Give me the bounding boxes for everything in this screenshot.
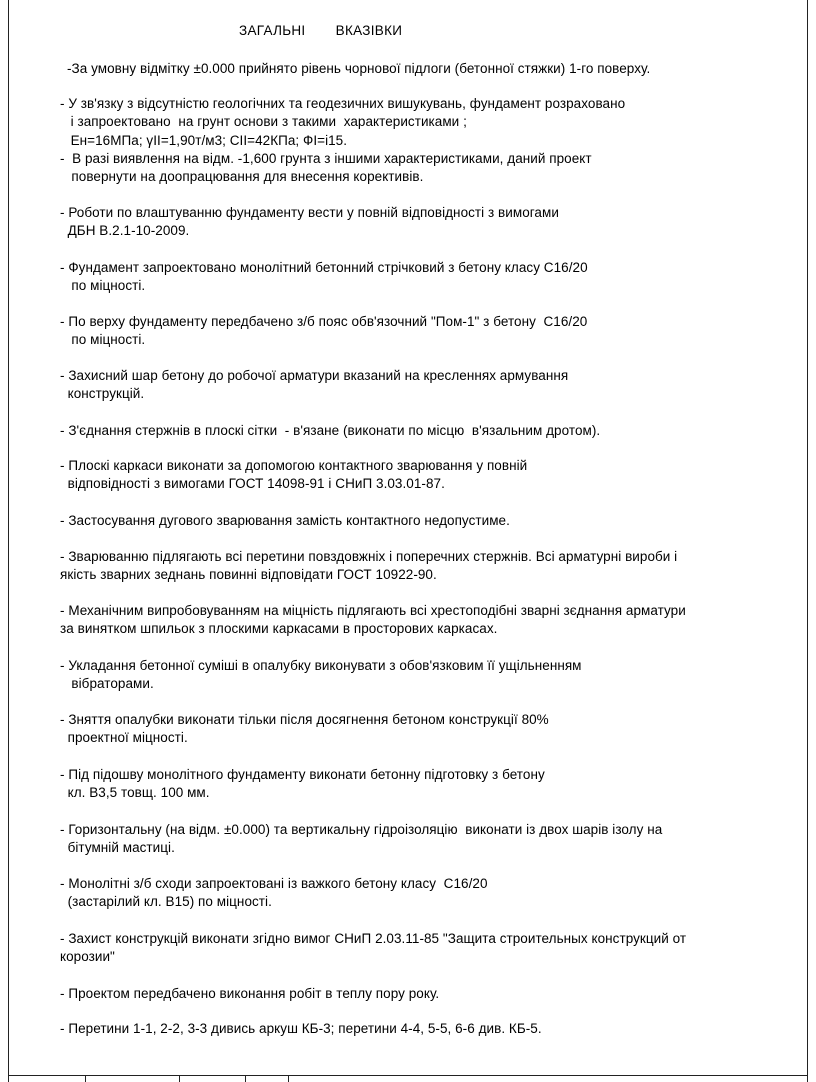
note-line: корозии" (60, 949, 115, 964)
note-line: - Монолітні з/б сходи запроектовані із важкого бетону класу С16/20 (60, 876, 488, 891)
note-line: - Під підошву монолітного фундаменту виконати бетонну підготовку з бетону (60, 767, 545, 782)
note-line: - Зварюванню підлягають всі перетини повздовжніх і поперечних стержнів. Всі арматурні вироби і (60, 549, 678, 564)
note-line: - Перетини 1-1, 2-2, 3-3 дивись аркуш КБ-3; перетини 4-4, 5-5, 6-6 див. КБ-5. (60, 1021, 542, 1036)
note-line: по міцності. (60, 332, 146, 347)
note-line: по міцності. (60, 278, 146, 293)
note-line: - Роботи по влаштуванню фундаменту вести у повній відповідності з вимогами (60, 205, 559, 220)
note-line: - З'єднання стержнів в плоскі сітки - в'язане (виконати по місцю в'язальним дротом). (60, 423, 601, 438)
title-block-divider (288, 1075, 289, 1082)
note-line: за винятком шпильок з плоскими каркасами в просторових каркасах. (60, 621, 498, 636)
frame-bottom-border (8, 1075, 808, 1076)
note-line: кл. В3,5 товщ. 100 мм. (60, 785, 210, 800)
note-line: -За умовну відмітку ±0.000 прийнято рівень чорнової підлоги (бетонної стяжки) 1-го поверху. (67, 61, 651, 76)
page-title: ЗАГАЛЬНІ ВКАЗІВКИ (239, 23, 403, 38)
note-line: - Укладання бетонної суміші в опалубку виконувати з обов'язковим її ущільненням (60, 658, 582, 673)
note-line: - По верху фундаменту передбачено з/б пояс обв'язочний "Пом-1" з бетону С16/20 (60, 314, 588, 329)
note-line: - Зняття опалубки виконати тільки після досягнення бетоном конструкції 80% (60, 712, 549, 727)
title-block-divider (179, 1075, 180, 1082)
note-line: - Захисний шар бетону до робочої арматури вказаний на кресленнях армування (60, 368, 569, 383)
note-line: - Застосування дугового зварювання замість контактного недопустиме. (60, 513, 510, 528)
note-line: і запроектовано на грунт основи з такими характеристиками ; (63, 114, 467, 129)
note-line: - Механічним випробовуванням на міцність підлягають всі хрестоподібні зварні зєднання арматури (60, 603, 686, 618)
note-line: - В разі виявлення на відм. -1,600 грунта з іншими характеристиками, даний проект (60, 151, 592, 166)
frame-left-border (8, 0, 9, 1082)
note-line: ДБН В.2.1-10-2009. (60, 223, 190, 238)
title-block-divider (245, 1075, 246, 1082)
note-line: - Плоскі каркаси виконати за допомогою контактного зварювання у повній (60, 458, 528, 473)
note-line: вібраторами. (60, 676, 154, 691)
note-line: повернути на доопрацювання для внесення корективів. (60, 169, 424, 184)
note-line: (застарілий кл. В15) по міцності. (60, 894, 272, 909)
note-line: - Горизонтальну (на відм. ±0.000) та вертикальну гідроізоляцію виконати із двох шарів ізолу на (60, 822, 663, 837)
note-line: - Захист конструкцій виконати згідно вимог СНиП 2.03.11-85 "Защита строительных конструкций от (60, 931, 687, 946)
note-line: відповідності з вимогами ГОСТ 14098-91 і СНиП 3.03.01-87. (60, 476, 445, 491)
note-line: - Проектом передбачено виконання робіт в теплу пору року. (60, 986, 440, 1001)
note-line: конструкцій. (60, 386, 145, 401)
note-line: бітумній мастиці. (60, 840, 175, 855)
frame-right-border (807, 0, 808, 1082)
note-line: якість зварних зеднань повинні відповідати ГОСТ 10922-90. (60, 567, 437, 582)
note-line: - Фундамент запроектовано монолітний бетонний стрічковий з бетону класу С16/20 (60, 260, 588, 275)
note-line: Ен=16МПа; γII=1,90т/м3; СII=42КПа; ФI=і15. (63, 133, 348, 148)
title-block-divider (85, 1075, 86, 1082)
note-line: проектної міцності. (60, 730, 188, 745)
note-line: - У зв'язку з відсутністю геологічних та геодезичних вишукувань, фундамент розраховано (60, 96, 626, 111)
